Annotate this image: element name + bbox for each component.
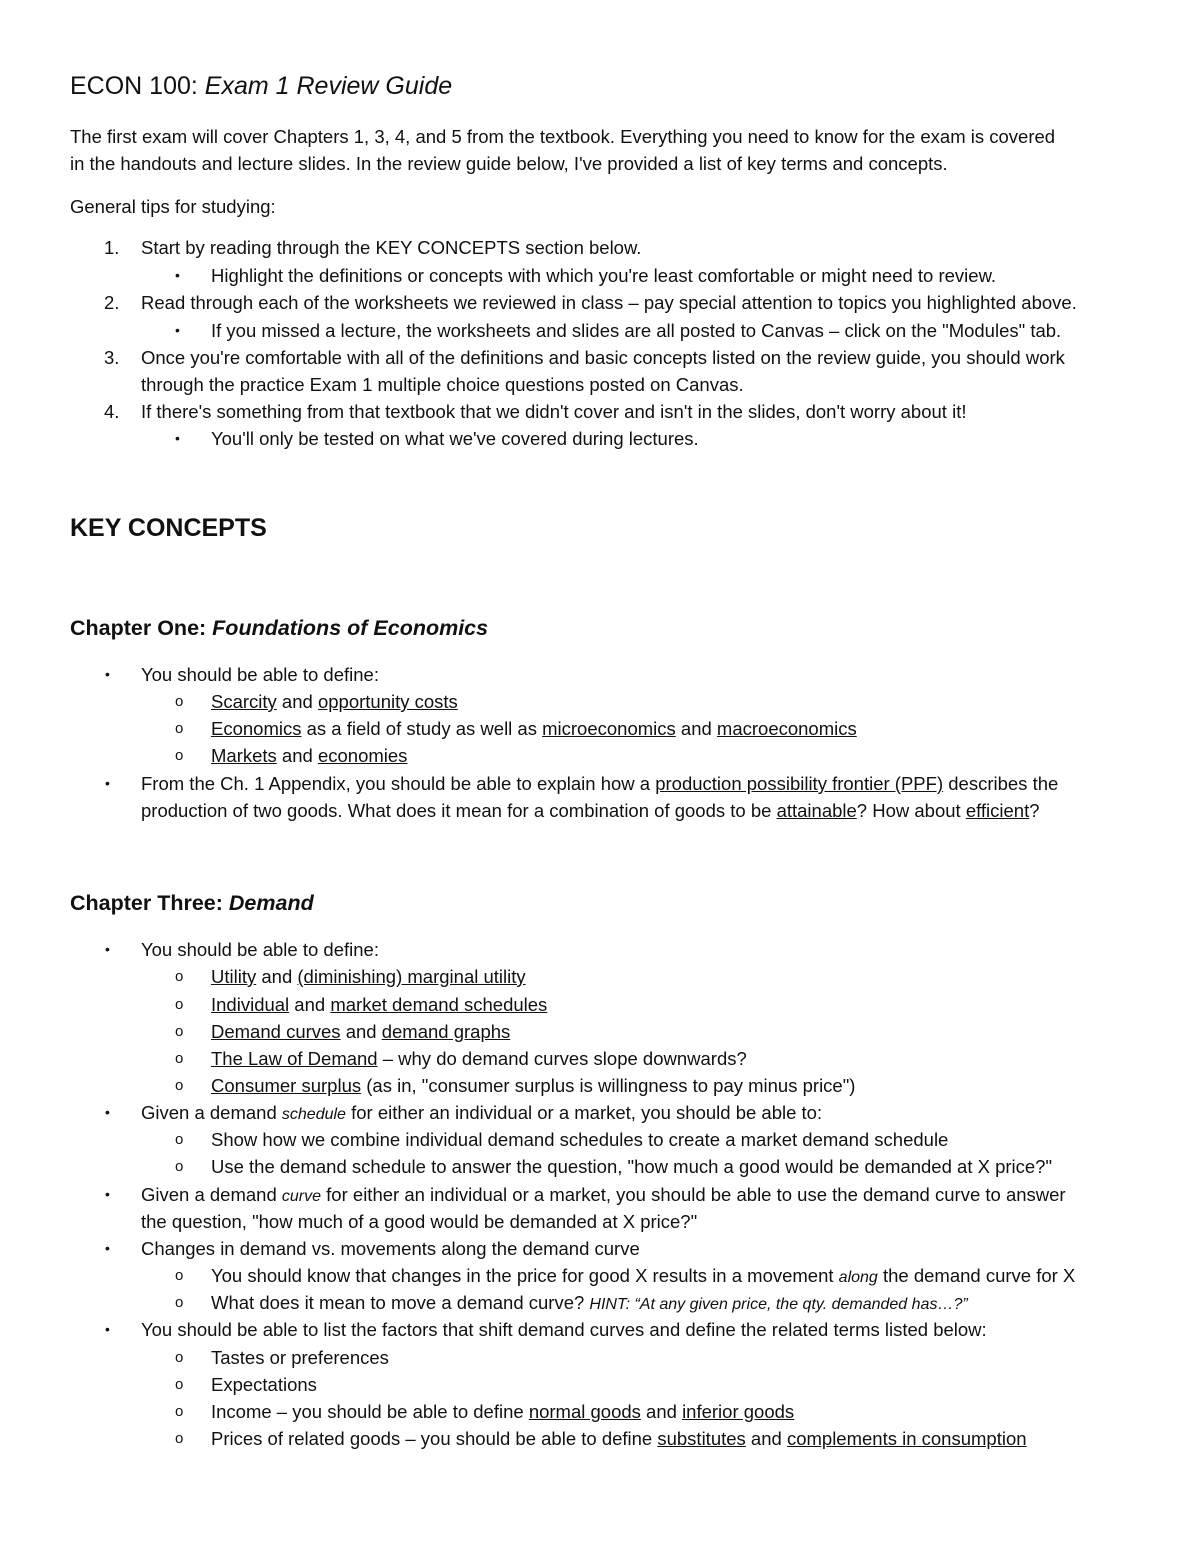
ch3-bullet-2: • xyxy=(105,1104,110,1120)
ch3-sub-marker-5: o xyxy=(175,1077,184,1094)
tip-3-text-line-2: through the practice Exam 1 multiple choice questions posted on Canvas. xyxy=(141,374,744,395)
tip-1-text: Start by reading through the KEY CONCEPTS section below. xyxy=(141,237,642,258)
ch3-define: You should be able to define: xyxy=(141,939,379,960)
tip-4-number: 4. xyxy=(104,401,120,422)
ch3-schedule-sub-marker-2: o xyxy=(175,1158,184,1175)
tip-3-number: 3. xyxy=(104,347,120,368)
chapter-three-heading xyxy=(70,891,314,916)
ch3-changes-sub-1: You should know that changes in the price for good X results in a movement along the demand curve for X xyxy=(211,1265,1076,1286)
tip-2-number: 2. xyxy=(104,292,120,313)
guide-title: Exam 1 Review Guide xyxy=(204,72,453,100)
ch3-term-utility: Utility and (diminishing) marginal utility xyxy=(211,966,526,987)
ch3-bullet-5: • xyxy=(105,1321,110,1337)
ch3-factor-income: Income – you should be able to define normal goods and inferior goods xyxy=(211,1401,795,1422)
key-concepts-heading: KEY CONCEPTS xyxy=(70,514,267,542)
chapter-one-heading xyxy=(70,616,488,641)
tip-4-text: If there's something from that textbook that we didn't cover and isn't in the slides, don't worry about it! xyxy=(141,401,967,422)
tip-1-sub-text: Highlight the definitions or concepts with which you're least comfortable or might need to review. xyxy=(211,265,997,286)
ch3-factor-marker-2: o xyxy=(175,1376,184,1393)
ch3-bullet-4: • xyxy=(105,1240,110,1256)
ch3-schedule-sub-marker-1: o xyxy=(175,1131,184,1148)
chapter-one-title: Foundations of Economics xyxy=(212,616,489,640)
ch1-term-scarcity: Scarcity and opportunity costs xyxy=(211,691,458,712)
intro-line-1: The first exam will cover Chapters 1, 3, 4, and 5 from the textbook. Everything you need to know for the exam is covered xyxy=(70,126,1056,147)
ch3-factor-tastes: Tastes or preferences xyxy=(211,1347,389,1368)
ch1-define: You should be able to define: xyxy=(141,664,379,685)
ch3-factors-text: You should be able to list the factors that shift demand curves and define the related terms listed below: xyxy=(141,1319,987,1340)
ch3-sub-marker-2: o xyxy=(175,996,184,1013)
document-title xyxy=(70,72,452,101)
ch3-schedule-text: Given a demand schedule for either an individual or a market, you should be able to: xyxy=(141,1102,823,1123)
ch1-sub-marker-1: o xyxy=(175,693,184,710)
ch3-sub-marker-4: o xyxy=(175,1050,184,1067)
ch1-ppf-line-1: From the Ch. 1 Appendix, you should be able to explain how a production possibility frontier (PPF) describes the xyxy=(141,773,1059,794)
ch3-term-law-of-demand: The Law of Demand – why do demand curves slope downwards? xyxy=(211,1048,747,1069)
ch3-factor-related-prices: Prices of related goods – you should be able to define substitutes and complements in consumption xyxy=(211,1428,1027,1449)
ch3-bullet-1: • xyxy=(105,941,110,957)
ch3-changes-text: Changes in demand vs. movements along the demand curve xyxy=(141,1238,640,1259)
ch1-term-economics: Economics as a field of study as well as microeconomics and macroeconomics xyxy=(211,718,857,739)
ch3-curve-line-2: the question, "how much of a good would be demanded at X price?" xyxy=(141,1211,698,1232)
ch3-term-curves: Demand curves and demand graphs xyxy=(211,1021,511,1042)
chapter-three-title: Demand xyxy=(228,891,314,915)
tip-2-text: Read through each of the worksheets we reviewed in class – pay special attention to topics you highlighted above. xyxy=(141,292,1077,313)
ch3-term-consumer-surplus: Consumer surplus (as in, "consumer surplus is willingness to pay minus price") xyxy=(211,1075,856,1096)
ch3-bullet-3: • xyxy=(105,1186,110,1202)
ch3-term-schedules: Individual and market demand schedules xyxy=(211,994,548,1015)
ch1-bullet-1: • xyxy=(105,666,110,682)
ch3-factor-expectations: Expectations xyxy=(211,1374,317,1395)
intro-line-2: in the handouts and lecture slides. In the review guide below, I've provided a list of key terms and concepts. xyxy=(70,153,948,174)
tips-heading: General tips for studying: xyxy=(70,196,276,217)
ch1-term-markets: Markets and economies xyxy=(211,745,408,766)
ch3-schedule-sub-2: Use the demand schedule to answer the question, "how much a good would be demanded at X price?" xyxy=(211,1156,1053,1177)
chapter-three-label: Chapter Three: xyxy=(70,891,223,915)
tip-3-text-line-1: Once you're comfortable with all of the definitions and basic concepts listed on the review guide, you should work xyxy=(141,347,1065,368)
ch3-schedule-sub-1: Show how we combine individual demand schedules to create a market demand schedule xyxy=(211,1129,949,1150)
ch3-factor-marker-1: o xyxy=(175,1349,184,1366)
tip-1-sub-bullet: • xyxy=(175,267,180,283)
ch1-sub-marker-3: o xyxy=(175,747,184,764)
tip-1-number: 1. xyxy=(104,237,120,258)
ch3-changes-sub-marker-2: o xyxy=(175,1294,184,1311)
ch1-sub-marker-2: o xyxy=(175,720,184,737)
ch3-factor-marker-4: o xyxy=(175,1430,184,1447)
ch1-ppf-line-2: production of two goods. What does it mean for a combination of goods to be attainable? How about efficient? xyxy=(141,800,1040,821)
ch3-sub-marker-3: o xyxy=(175,1023,184,1040)
ch3-sub-marker-1: o xyxy=(175,968,184,985)
ch3-factor-marker-3: o xyxy=(175,1403,184,1420)
tip-4-sub-text: You'll only be tested on what we've covered during lectures. xyxy=(211,428,699,449)
tip-2-sub-bullet: • xyxy=(175,322,180,338)
course-code: ECON 100: xyxy=(70,72,198,100)
ch1-bullet-2: • xyxy=(105,775,110,791)
ch3-changes-sub-marker-1: o xyxy=(175,1267,184,1284)
ch3-changes-sub-2: What does it mean to move a demand curve? HINT: “At any given price, the qty. demanded has…?” xyxy=(211,1292,968,1313)
tip-2-sub-text: If you missed a lecture, the worksheets and slides are all posted to Canvas – click on the "Modules" tab. xyxy=(211,320,1062,341)
ch3-curve-line-1: Given a demand curve for either an individual or a market, you should be able to use the demand curve to answer xyxy=(141,1184,1066,1205)
chapter-one-label: Chapter One: xyxy=(70,616,207,640)
tip-4-sub-bullet: • xyxy=(175,430,180,446)
